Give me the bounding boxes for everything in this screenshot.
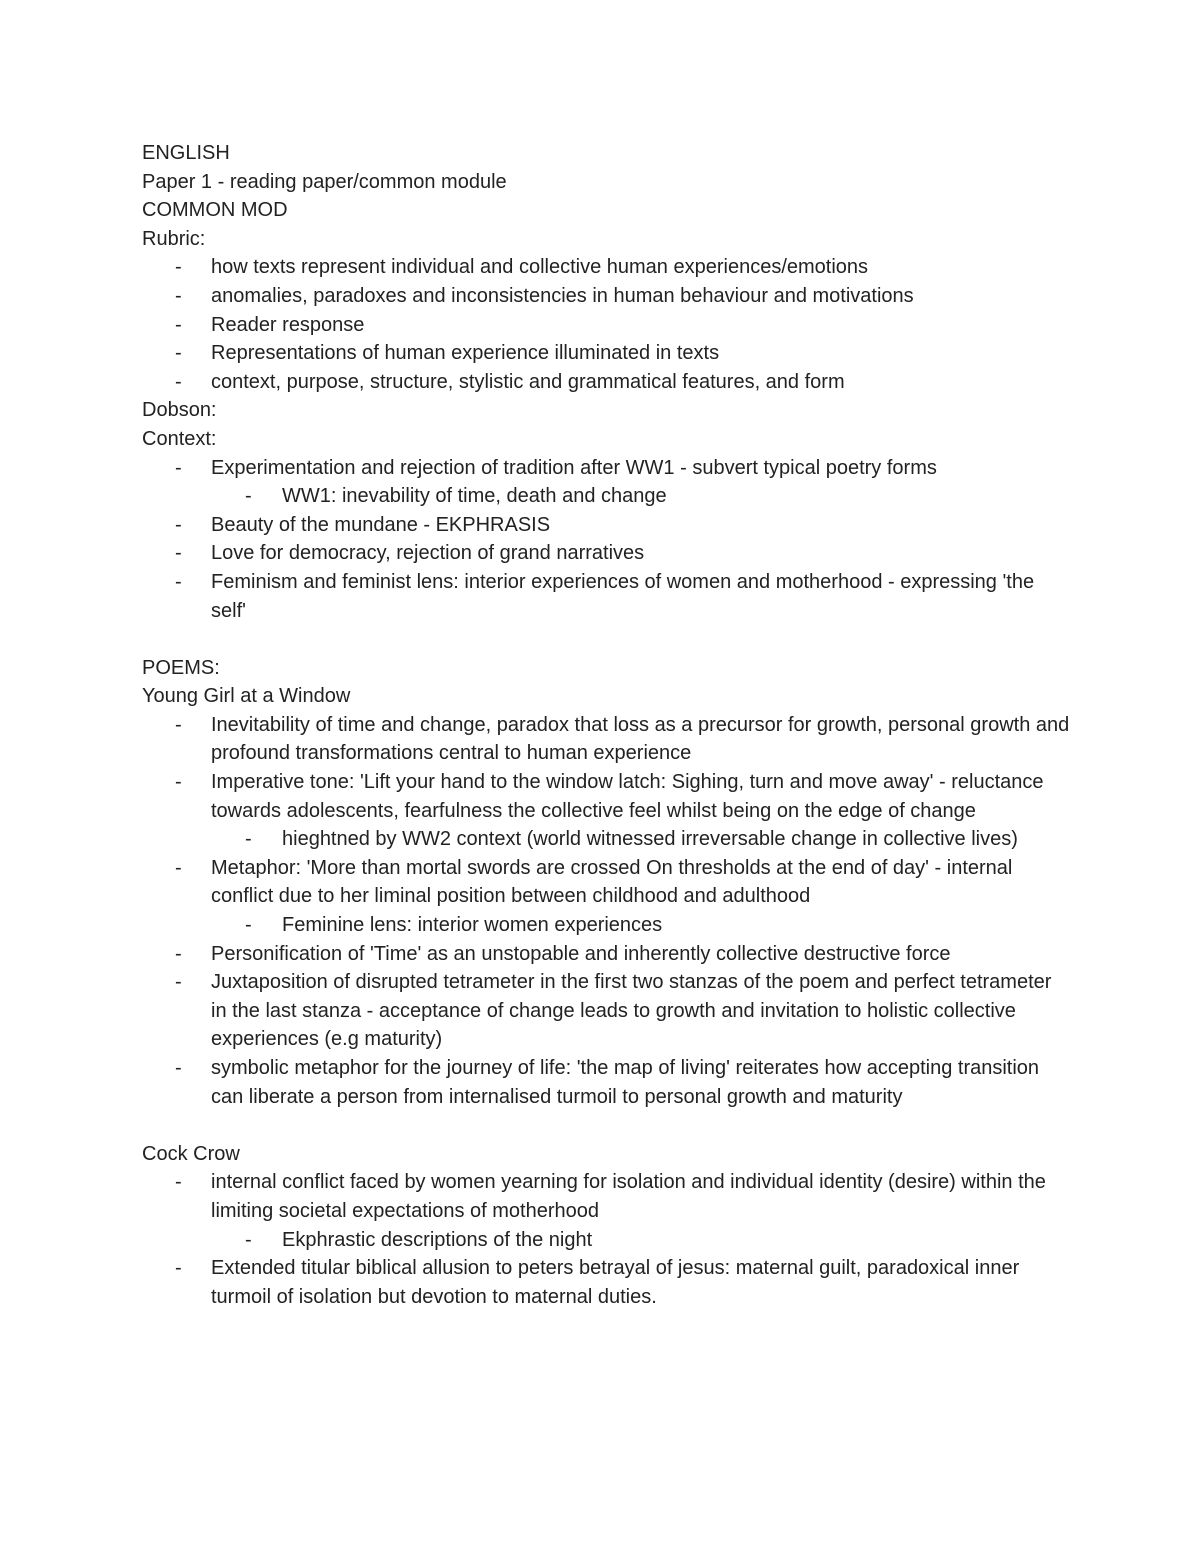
- bullet-dash: -: [175, 713, 182, 736]
- list-item: - Inevitability of time and change, paradox that loss as a precursor for growth, personal growth and profound transformations central to human experience: [142, 711, 1072, 768]
- young-girl-list: [142, 711, 1072, 1111]
- list-item: - symbolic metaphor for the journey of life: 'the map of living' reiterates how accepting transition can liberate a person from internalised turmoil to personal growth and maturity: [142, 1054, 1072, 1111]
- bullet-dash: -: [175, 256, 182, 279]
- list-item: - Feminism and feminist lens: interior experiences of women and motherhood - expressing 'the self': [142, 568, 1072, 625]
- sub-list-item: - hieghtned by WW2 context (world witnessed irreversable change in collective lives): [142, 825, 1072, 854]
- sub-list: [142, 825, 1072, 854]
- bullet-dash: -: [175, 284, 182, 307]
- poem-title-young-girl: Young Girl at a Window: [142, 685, 351, 708]
- sub-list: [142, 482, 1072, 511]
- spacer: [142, 625, 1072, 654]
- list-item: - how texts represent individual and collective human experiences/emotions: [142, 253, 1072, 282]
- list-item: - anomalies, paradoxes and inconsistencies in human behaviour and motivations: [142, 282, 1072, 311]
- list-item: - Extended titular biblical allusion to peters betrayal of jesus: maternal guilt, paradoxical inner turmoil of isolation but devotion to maternal duties.: [142, 1254, 1072, 1311]
- list-item: - context, purpose, structure, stylistic and grammatical features, and form: [142, 368, 1072, 397]
- bullet-dash: -: [175, 1257, 182, 1280]
- bullet-dash: -: [175, 313, 182, 336]
- sub-list-item: - Ekphrastic descriptions of the night: [142, 1226, 1072, 1255]
- bullet-dash: -: [175, 1057, 182, 1079]
- bullet-dash: -: [245, 1228, 252, 1251]
- poems-heading: POEMS:: [142, 656, 220, 679]
- spacer: [142, 1111, 1072, 1140]
- rubric-list: [142, 253, 1072, 396]
- bullet-dash: -: [245, 914, 252, 937]
- bullet-dash: -: [175, 1171, 182, 1194]
- list-item: - Reader response: [142, 311, 1072, 340]
- bullet-dash: -: [175, 342, 182, 365]
- list-item: - Personification of 'Time' as an unstopable and inherently collective destructive force: [142, 940, 1072, 969]
- bullet-dash: -: [175, 542, 182, 565]
- dobson-heading: Dobson:: [142, 399, 217, 422]
- document-page: [142, 139, 1072, 1311]
- bullet-dash: -: [245, 485, 252, 508]
- list-item: - Imperative tone: 'Lift your hand to the window latch: Sighing, turn and move away' - reluctance towards adolescents, fearfulness the collective feel whilst being on the edge of change - hieghtned by WW2 context (world witnessed irreversable change in collective lives): [142, 768, 1072, 854]
- list-item: - Metaphor: 'More than mortal swords are crossed On thresholds at the end of day' - internal conflict due to her liminal position between childhood and adulthood - Feminine lens: interior women experiences: [142, 854, 1072, 940]
- sub-list-item: - Feminine lens: interior women experiences: [142, 911, 1072, 940]
- bullet-dash: -: [245, 828, 252, 851]
- subject-heading: ENGLISH: [142, 142, 230, 164]
- list-item: - Representations of human experience illuminated in texts: [142, 339, 1072, 368]
- poem-title-cock-crow: Cock Crow: [142, 1142, 240, 1165]
- bullet-dash: -: [175, 513, 182, 536]
- bullet-dash: -: [175, 971, 182, 994]
- bullet-dash: -: [175, 942, 182, 965]
- module-heading: COMMON MOD: [142, 199, 288, 222]
- sub-list: [142, 1226, 1072, 1255]
- paper-line: Paper 1 - reading paper/common module: [142, 170, 507, 193]
- sub-list: [142, 911, 1072, 940]
- list-item: - Experimentation and rejection of tradition after WW1 - subvert typical poetry forms - WW1: inevability of time, death and change: [142, 454, 1072, 511]
- bullet-dash: -: [175, 856, 182, 879]
- bullet-dash: -: [175, 370, 182, 393]
- bullet-dash: -: [175, 771, 182, 794]
- list-item: - internal conflict faced by women yearning for isolation and individual identity (desire) within the limiting societal expectations of motherhood - Ekphrastic descriptions of the night: [142, 1168, 1072, 1254]
- rubric-heading: Rubric:: [142, 227, 206, 250]
- bullet-dash: -: [175, 456, 182, 479]
- list-item: - Juxtaposition of disrupted tetrameter in the first two stanzas of the poem and perfect tetrameter in the last stanza - acceptance of change leads to growth and invitation to holistic collective experiences (e.g maturity): [142, 968, 1072, 1054]
- sub-list-item: - WW1: inevability of time, death and change: [142, 482, 1072, 511]
- list-item: - Beauty of the mundane - EKPHRASIS: [142, 511, 1072, 540]
- cock-crow-list: [142, 1168, 1072, 1311]
- bullet-dash: -: [175, 570, 182, 593]
- list-item: - Love for democracy, rejection of grand narratives: [142, 539, 1072, 568]
- context-heading: Context:: [142, 427, 217, 450]
- context-list: [142, 454, 1072, 626]
